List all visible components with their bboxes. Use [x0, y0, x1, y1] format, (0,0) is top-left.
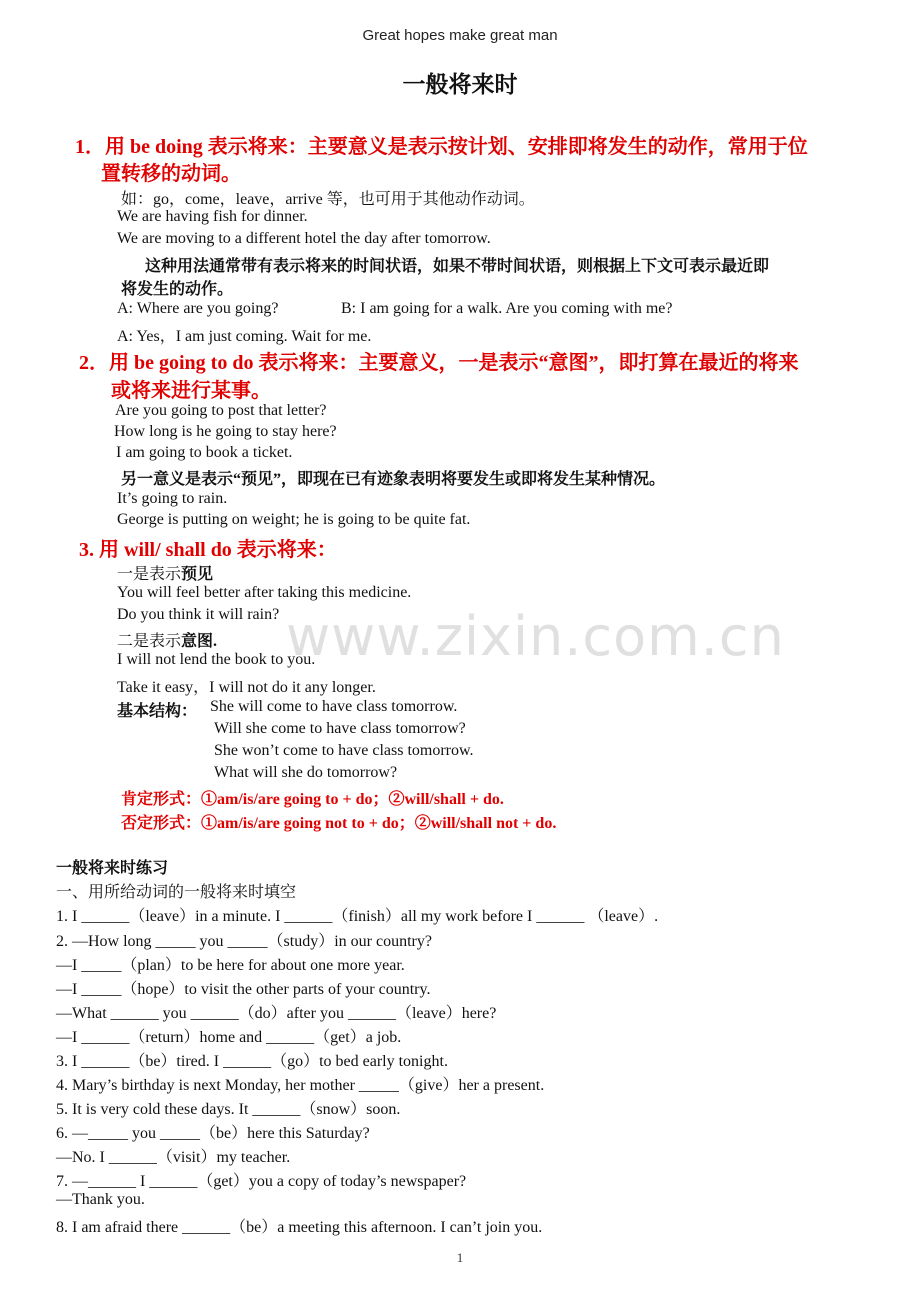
section1-line: We are having fish for dinner.	[117, 208, 308, 225]
page-header: Great hopes make great man	[362, 27, 558, 44]
practice-item: —What ______ you ______（do）after you ______（leave）here?	[56, 1005, 497, 1022]
section3-example: I will not lend the book to you.	[117, 651, 316, 668]
practice-item: —I ______（return）home and ______（get）a job.	[56, 1029, 402, 1046]
section2-line: Are you going to post that letter?	[115, 402, 327, 419]
section3-first-prefix: 一是表示	[117, 566, 182, 583]
section3-structure-line: She will come to have class tomorrow.	[210, 698, 458, 715]
section2-line: How long is he going to stay here?	[114, 423, 337, 440]
practice-item: 1. I ______（leave）in a minute. I ______（finish）all my work before I ______ （leave）.	[56, 908, 659, 925]
section3-example: Take it easy，I will not do it any longer.	[117, 679, 376, 696]
section3-structure-line: She won’t come to have class tomorrow.	[214, 742, 474, 759]
practice-item: —Thank you.	[56, 1191, 145, 1208]
section2-heading-line1: 2．用 be going to do 表示将来：主要意义，一是表示“意图”，即打算在最近的将来	[79, 352, 799, 374]
section3-positive-form: 肯定形式：①am/is/are going to + do；②will/shall + do.	[121, 791, 504, 808]
section2-line: I am going to book a ticket.	[116, 444, 293, 461]
section1-note-line2: 将发生的动作。	[121, 281, 234, 298]
practice-item: 8. I am afraid there ______（be）a meeting this afternoon. I can’t join you.	[56, 1219, 543, 1236]
section3-negative-form: 否定形式：①am/is/are going not to + do；②will/shall not + do.	[121, 815, 557, 832]
practice-item: —I _____（hope）to visit the other parts of your country.	[56, 981, 431, 998]
practice-item: 2. —How long _____ you _____（study）in our country?	[56, 933, 432, 950]
section1-line: We are moving to a different hotel the day after tomorrow.	[117, 230, 491, 247]
section3-structure-line: What will she do tomorrow?	[214, 764, 398, 781]
practice-item: —I _____（plan）to be here for about one more year.	[56, 957, 405, 974]
section2-heading-line2: 或将来进行某事。	[111, 380, 271, 402]
practice-item: 3. I ______（be）tired. I ______（go）to bed early tonight.	[56, 1053, 448, 1070]
section3-first-meaning	[117, 561, 213, 584]
section1-line: 如：go，come，leave，arrive 等，也可用于其他动作动词。	[121, 191, 535, 208]
page-number: 1	[456, 1250, 464, 1265]
section1-dialog-c: A: Yes，I am just coming. Wait for me.	[117, 328, 372, 345]
section1-dialog-a: A: Where are you going?	[117, 300, 279, 317]
section2-line: George is putting on weight; he is going to be quite fat.	[117, 511, 471, 528]
section3-second-bold: 意图.	[181, 633, 218, 650]
practice-subtitle: 一、用所给动词的一般将来时填空	[56, 884, 297, 901]
practice-title: 一般将来时练习	[56, 860, 169, 877]
section1-heading-line1: 1．用 be doing 表示将来：主要意义是表示按计划、安排即将发生的动作，常用于位	[75, 136, 808, 158]
section2-line: It’s going to rain.	[117, 490, 228, 507]
section1-heading-line2: 置转移的动词。	[101, 163, 241, 185]
section3-structure-label: 基本结构：	[117, 703, 198, 720]
page-title: 一般将来时	[402, 72, 518, 97]
practice-item: 4. Mary’s birthday is next Monday, her mother _____（give）her a present.	[56, 1077, 545, 1094]
practice-item: 7. —______ I ______（get）you a copy of today’s newspaper?	[56, 1173, 467, 1190]
section1-note-line1: 这种用法通常带有表示将来的时间状语，如果不带时间状语，则根据上下文可表示最近即	[145, 258, 770, 275]
section3-heading: 3. 用 will/ shall do 表示将来：	[79, 539, 337, 561]
section3-structure-line: Will she come to have class tomorrow?	[214, 720, 466, 737]
section3-second-meaning	[117, 628, 217, 651]
practice-item: —No. I ______（visit）my teacher.	[56, 1149, 291, 1166]
section2-note: 另一意义是表示“预见”，即现在已有迹象表明将要发生或即将发生某种情况。	[121, 471, 666, 488]
practice-item: 6. —_____ you _____（be）here this Saturday?	[56, 1125, 370, 1142]
section3-second-prefix: 二是表示	[117, 633, 182, 650]
practice-item: 5. It is very cold these days. It ______（snow）soon.	[56, 1101, 401, 1118]
section3-example: Do you think it will rain?	[117, 606, 280, 623]
section1-dialog-b: B: I am going for a walk. Are you coming with me?	[341, 300, 673, 317]
watermark: www.zixin.com.cn	[286, 605, 785, 668]
section3-example: You will feel better after taking this medicine.	[117, 584, 412, 601]
section3-first-bold: 预见	[181, 566, 214, 583]
